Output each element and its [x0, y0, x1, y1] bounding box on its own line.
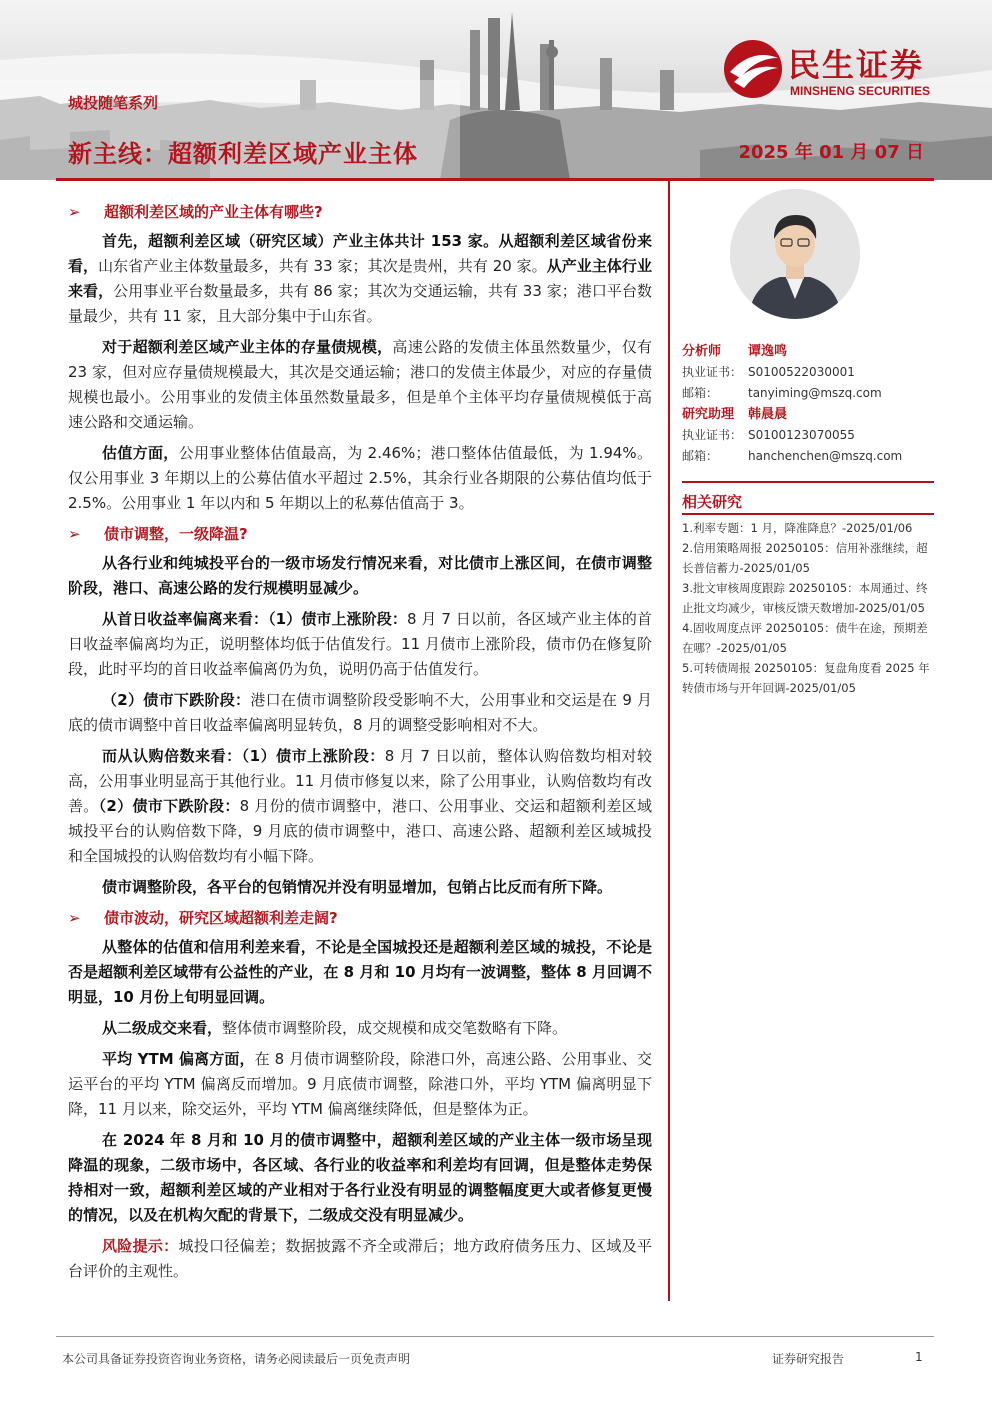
bold-text: 而从认购倍数来看：（1）债市上涨阶段：: [102, 747, 385, 765]
body-paragraph: [68, 335, 652, 435]
body-paragraph: [68, 875, 652, 900]
related-item[interactable]: 4.固收周度点评 20250105：债牛在途，预期差在哪？-2025/01/05: [682, 621, 928, 655]
bold-text: 对于超额利差区域产业主体的存量债规模，: [102, 338, 393, 356]
body-paragraph: [68, 744, 652, 869]
bold-text: 在 2024 年 8 月和 10 月的债市调整中，超额利差区域的产业主体一级市场呈现降温的现象，二级市场中，各区域、各行业的收益率和利差均有回调，但是整体走势保持相对一致，超额利差区域的产业相对于各行业没有明显的调整幅度更大或者修复更慢的情况，以及在机构欠配的背景下，二级成交没有明显减少。: [68, 1131, 652, 1224]
related-research-title: 相关研究: [682, 493, 743, 511]
body-text: 港口在债市调整阶段受影响不大，公用事业和交运是在 9 月底的债市调整中首日收益率偏离明显转负，8 月的调整受影响相对不大。: [68, 691, 652, 734]
body-paragraph: [68, 1234, 652, 1284]
report-date: 2025 年 01 月 07 日: [738, 142, 924, 163]
body-text: 8 月 7 日以前，整体认购倍数均相对较高，公用事业明显高于其他行业。11 月债市修复以来，除了公用事业，认购倍数均有改善。: [68, 747, 652, 815]
page-number: 1: [915, 1350, 923, 1364]
bullet-arrow-icon: ➢: [68, 909, 81, 927]
bold-text: 债市调整阶段，各平台的包销情况并没有明显增加，包销占比反而有所下降。: [102, 878, 613, 896]
body-paragraph: [68, 607, 652, 682]
footer-divider: [56, 1336, 934, 1337]
analyst-label: 分析师: [682, 344, 722, 359]
body-text: 整体债市调整阶段，成交规模和成交笔数略有下降。: [222, 1019, 568, 1037]
footer-report-type: 证券研究报告: [772, 1352, 845, 1366]
bold-text: （2）债市下跌阶段：: [98, 797, 240, 815]
logo-text-en: MINSHENG SECURITIES: [790, 84, 931, 98]
section-heading-text: 债市波动，研究区域超额利差走阔?: [104, 909, 338, 927]
logo-text-cn: 民生证券: [788, 46, 925, 84]
related-item[interactable]: 5.可转债周报 20250105：复盘角度看 2025 年转债市场与开年回调-2025/01/05: [682, 661, 930, 695]
sidebar-divider-top: [682, 481, 934, 483]
body-text: 公用事业整体估值最高，为 2.46%；港口整体估值最低，为 1.94%。仅公用事业 3 年期以上的公募估值水平超过 2.5%，其余行业各期限的公募估值均低于 2.5%。公用事业 1 年以内和 5 年期以上的私募估值高于 3。: [68, 444, 652, 512]
summary-column: [68, 200, 652, 1290]
column-divider: [668, 181, 670, 1301]
related-item[interactable]: 3.批文审核周度跟踪 20250105：本周通过、终止批文均减少，审核反馈天数增加-2025/01/05: [682, 581, 928, 615]
body-text: 高速公路的发债主体虽然数量少，仅有 23 家，但对应存量债规模最大，其次是交通运输；港口的发债主体最少，对应的存量债规模也最小。公用事业的发债主体虽然数量最多，但是单个主体平均存量债规模低于高速公路和交通运输。: [68, 338, 652, 431]
body-text: 8 月份的债市调整中，港口、公用事业、交运和超额利差区域城投平台的认购倍数下降，9 月底的债市调整中，港口、高速公路、超额利差区域城投和全国城投的认购倍数均有小幅下降。: [68, 797, 652, 865]
body-paragraph: [68, 441, 652, 516]
section-heading: [68, 200, 652, 225]
body-text: 山东省产业主体数量最多，共有 33 家；其次是贵州，共有 20 家。: [98, 257, 547, 275]
body-paragraph: [68, 1047, 652, 1122]
section-heading: [68, 906, 652, 931]
bold-text: 从各行业和纯城投平台的一级市场发行情况来看，对比债市上涨区间，在债市调整阶段，港口、高速公路的发行规模明显减少。: [68, 554, 652, 597]
assistant-label: 研究助理: [682, 407, 735, 422]
related-item[interactable]: 2.信用策略周报 20250105：信用补涨继续，超长普信蓄力-2025/01/05: [682, 541, 928, 575]
related-item[interactable]: 1.利率专题：1 月，降准降息？-2025/01/06: [682, 521, 913, 535]
body-paragraph: [68, 1016, 652, 1041]
report-title: 新主线：超额利差区域产业主体: [68, 140, 418, 168]
bullet-arrow-icon: ➢: [68, 525, 81, 543]
minsheng-logo: [722, 38, 972, 108]
bold-text: 从首日收益率偏离来看：（1）债市上涨阶段：: [102, 610, 408, 628]
bullet-arrow-icon: ➢: [68, 203, 81, 221]
section-heading: [68, 522, 652, 547]
bold-text: 平均 YTM 偏离方面，: [102, 1050, 255, 1068]
body-text: 城投口径偏差；数据披露不齐全或滞后；地方政府债务压力、区域及平台评价的主观性。: [68, 1237, 652, 1280]
section-heading-text: 债市调整，一级降温?: [104, 525, 248, 543]
bold-text: 估值方面，: [102, 444, 179, 462]
assistant-name: 韩晨晨: [748, 407, 788, 422]
analyst-portrait-icon: [730, 189, 860, 319]
body-paragraph: [68, 551, 652, 601]
body-paragraph: [68, 1128, 652, 1228]
assistant-email[interactable]: hanchenchen@mszq.com: [748, 449, 903, 463]
bold-text: 从二级成交来看，: [102, 1019, 223, 1037]
related-research-list: [682, 518, 932, 698]
bold-text: 从整体的估值和信用利差来看，不论是全国城投还是超额利差区域的城投，不论是否是超额利差区域带有公益性的产业，在 8 月和 10 月均有一波调整，整体 8 月回调不明显，10 月份上旬明显回调。: [68, 938, 652, 1006]
body-paragraph: [68, 935, 652, 1010]
footer-disclaimer: 本公司具备证券投资咨询业务资格，请务必阅读最后一页免责声明: [62, 1352, 411, 1366]
body-paragraph: [68, 229, 652, 329]
body-text: 公用事业平台数量最多，共有 86 家；其次为交通运输，共有 33 家；港口平台数量最少，共有 11 家，且大部分集中于山东省。: [68, 282, 652, 325]
analyst-cert: S0100522030001: [748, 365, 855, 379]
analyst-cert-label: 执业证书：: [682, 365, 743, 379]
bold-text: 从产业主体行业来看，: [68, 257, 652, 300]
bold-text: （2）债市下跌阶段：: [102, 691, 251, 709]
sidebar-divider-related: [682, 513, 934, 515]
analyst-name: 谭逸鸣: [748, 344, 788, 359]
header-divider: [56, 178, 934, 181]
section-heading-text: 超额利差区域的产业主体有哪些?: [104, 203, 323, 221]
analyst-email[interactable]: tanyiming@mszq.com: [748, 386, 882, 400]
series-label: 城投随笔系列: [68, 94, 159, 112]
minsheng-logo-icon: [722, 38, 784, 100]
body-text: 8 月 7 日以前，各区域产业主体的首日收益率偏离均为正，说明整体均低于估值发行。11 月债市上涨阶段，债市仍在修复阶段，此时平均的首日收益率偏离仍为负，说明仍高于估值发行。: [68, 610, 652, 678]
analyst-photo: [730, 189, 860, 319]
analyst-info: [682, 341, 934, 467]
assistant-cert: S0100123070055: [748, 428, 855, 442]
bold-text: 首先，超额利差区域（研究区域）产业主体共计 153 家。从超额利差区域省份来看，: [68, 232, 652, 275]
assistant-email-label: 邮箱：: [682, 449, 719, 463]
assistant-cert-label: 执业证书：: [682, 428, 743, 442]
analyst-email-label: 邮箱：: [682, 386, 719, 400]
body-text: 在 8 月债市调整阶段，除港口外，高速公路、公用事业、交运平台的平均 YTM 偏离反而增加。9 月底债市调整，除港口外，平均 YTM 偏离明显下降，11 月以来，除交运外，平均 YTM 偏离继续降低，但是整体为正。: [68, 1050, 652, 1118]
header-banner: [0, 0, 992, 180]
risk-label: 风险提示：: [102, 1237, 179, 1255]
body-paragraph: [68, 688, 652, 738]
